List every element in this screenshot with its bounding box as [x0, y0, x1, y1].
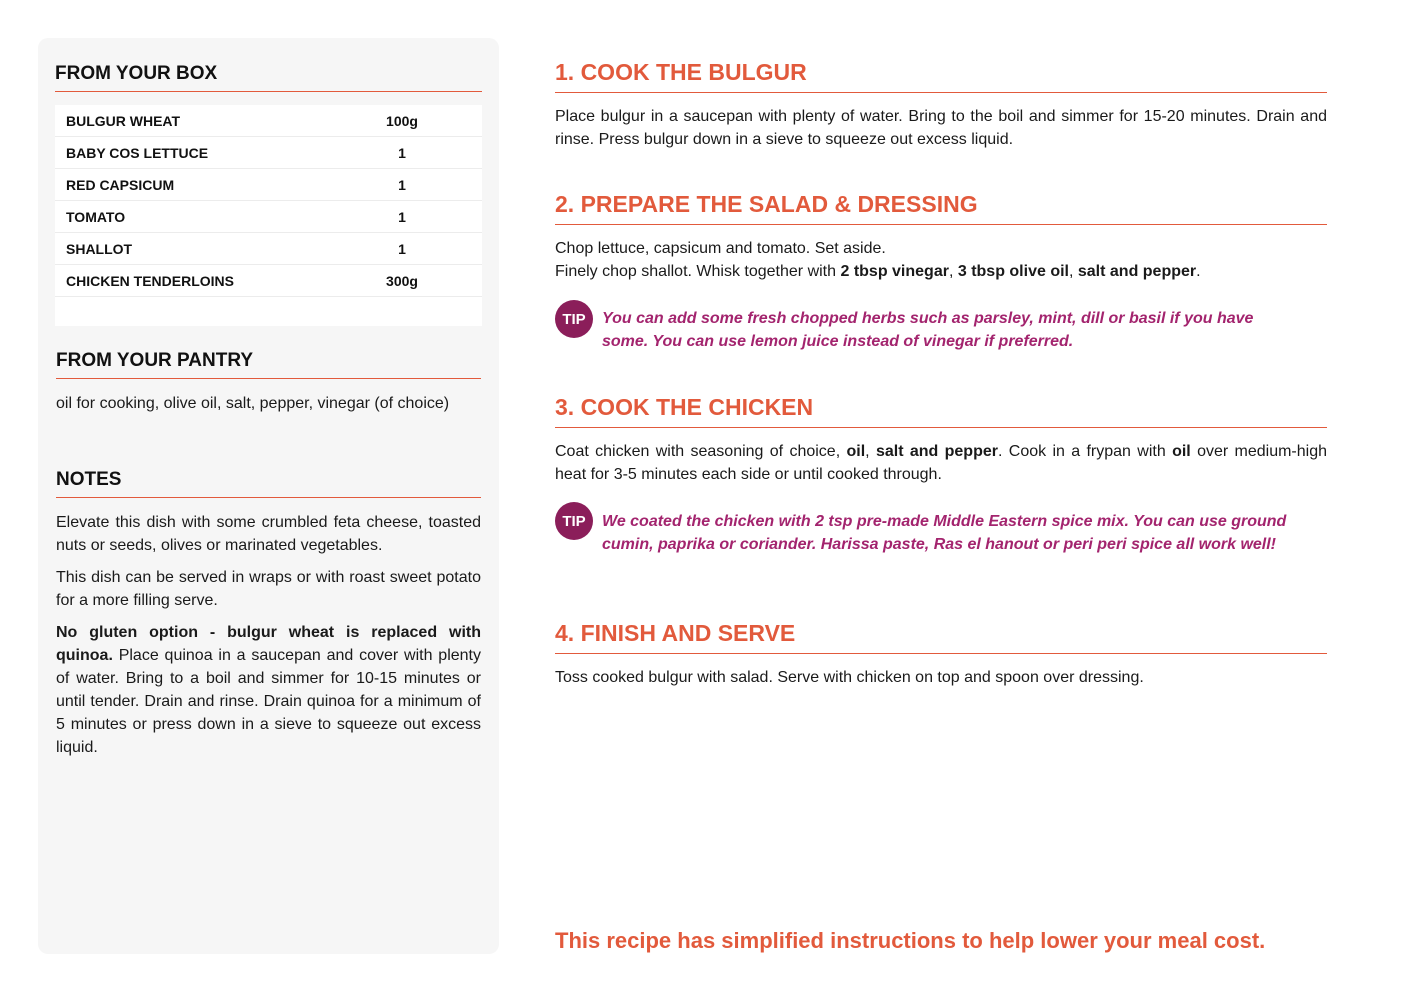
tip-text: We coated the chicken with 2 tsp pre-made Middle Eastern spice mix. You can use ground cumin, paprika or coriander. Harissa paste, Ras el hanout or peri peri spice all work well! [602, 513, 1287, 553]
ingredient-qty: 1 [398, 209, 406, 225]
step-2-line-1: Chop lettuce, capsicum and tomato. Set aside. [555, 240, 886, 257]
oil: oil [1172, 443, 1191, 460]
ingredient-qty: 100g [386, 113, 418, 129]
ingredient-name: BABY COS LETTUCE [66, 145, 209, 161]
vinegar-amount: 2 tbsp vinegar [840, 263, 949, 280]
tip-badge: TIP [555, 300, 593, 338]
table-row [55, 169, 482, 201]
table-row [55, 201, 482, 233]
ingredient-name: CHICKEN TENDERLOINS [66, 273, 235, 289]
from-your-pantry-heading: FROM YOUR PANTRY [56, 350, 481, 379]
salt-and-pepper: salt and pepper [1077, 263, 1197, 280]
separator: , [948, 263, 958, 280]
period: . [1196, 263, 1201, 280]
step-3-text [555, 440, 1327, 486]
ingredients-table [55, 105, 482, 326]
ingredient-name: SHALLOT [66, 241, 133, 257]
table-row [55, 137, 482, 169]
text-segment: over medium-high heat for 3-5 minutes each side or until cooked through. [555, 443, 1328, 483]
text-segment: . Cook in a frypan with [997, 443, 1173, 460]
ingredient-qty: 300g [386, 273, 418, 289]
olive-oil-amount: 3 tbsp olive oil [957, 263, 1069, 280]
separator: , [865, 443, 876, 460]
oil: oil [846, 443, 866, 460]
tip-badge: TIP [555, 502, 593, 540]
step-4-heading: 4. FINISH AND SERVE [555, 620, 1327, 654]
step-4-text: Toss cooked bulgur with salad. Serve with chicken on top and spoon over dressing. [555, 669, 1144, 686]
table-row [55, 265, 482, 297]
separator: , [1068, 263, 1078, 280]
notes-paragraph-3 [56, 621, 481, 759]
simplified-recipe-note: This recipe has simplified instructions to help lower your meal cost. [555, 928, 1266, 953]
salt-and-pepper: salt and pepper [875, 443, 998, 460]
ingredient-qty: 1 [398, 177, 406, 193]
notes-paragraph-1: Elevate this dish with some crumbled feta cheese, toasted nuts or seeds, olives or marinated vegetables. [56, 514, 481, 554]
tip-text: You can add some fresh chopped herbs such as parsley, mint, dill or basil if you have some. You can use lemon juice instead of vinegar if preferred. [602, 310, 1254, 350]
ingredient-qty: 1 [398, 241, 406, 257]
text-segment: Coat chicken with seasoning of choice, [555, 443, 847, 460]
pantry-text: oil for cooking, olive oil, salt, pepper, vinegar (of choice) [56, 395, 450, 412]
ingredients-sidebar [38, 38, 499, 954]
step-2-text [555, 237, 1327, 283]
table-row [55, 105, 482, 137]
notes-heading: NOTES [56, 469, 481, 498]
ingredient-name: RED CAPSICUM [66, 177, 175, 193]
notes-paragraph-2: This dish can be served in wraps or with roast sweet potato for a more filling serve. [56, 569, 481, 609]
table-row [55, 233, 482, 265]
step-1-heading: 1. COOK THE BULGUR [555, 59, 1327, 93]
step-3-heading: 3. COOK THE CHICKEN [555, 394, 1327, 428]
step-2-line-2: Finely chop shallot. Whisk together with [555, 263, 841, 280]
no-gluten-option: No gluten option - bulgur wheat is replaced with quinoa. [56, 624, 481, 664]
ingredient-name: BULGUR WHEAT [66, 113, 181, 129]
ingredient-name: TOMATO [66, 209, 126, 225]
from-your-box-heading: FROM YOUR BOX [55, 63, 482, 92]
quinoa-instructions: Place quinoa in a saucepan and cover with plenty of water. Bring to a boil and simmer for 10-15 minutes or until tender. Drain and rinse. Drain quinoa for a minimum of 5 minutes or press down in a sieve to squeeze out excess liquid. [56, 647, 481, 756]
step-2-heading: 2. PREPARE THE SALAD & DRESSING [555, 191, 1327, 225]
method-column [555, 0, 1327, 992]
step-1-text: Place bulgur in a saucepan with plenty of water. Bring to the boil and simmer for 15-20 minutes. Drain and rinse. Press bulgur down in a sieve to squeeze out excess liquid. [555, 108, 1327, 148]
ingredient-qty: 1 [398, 145, 406, 161]
